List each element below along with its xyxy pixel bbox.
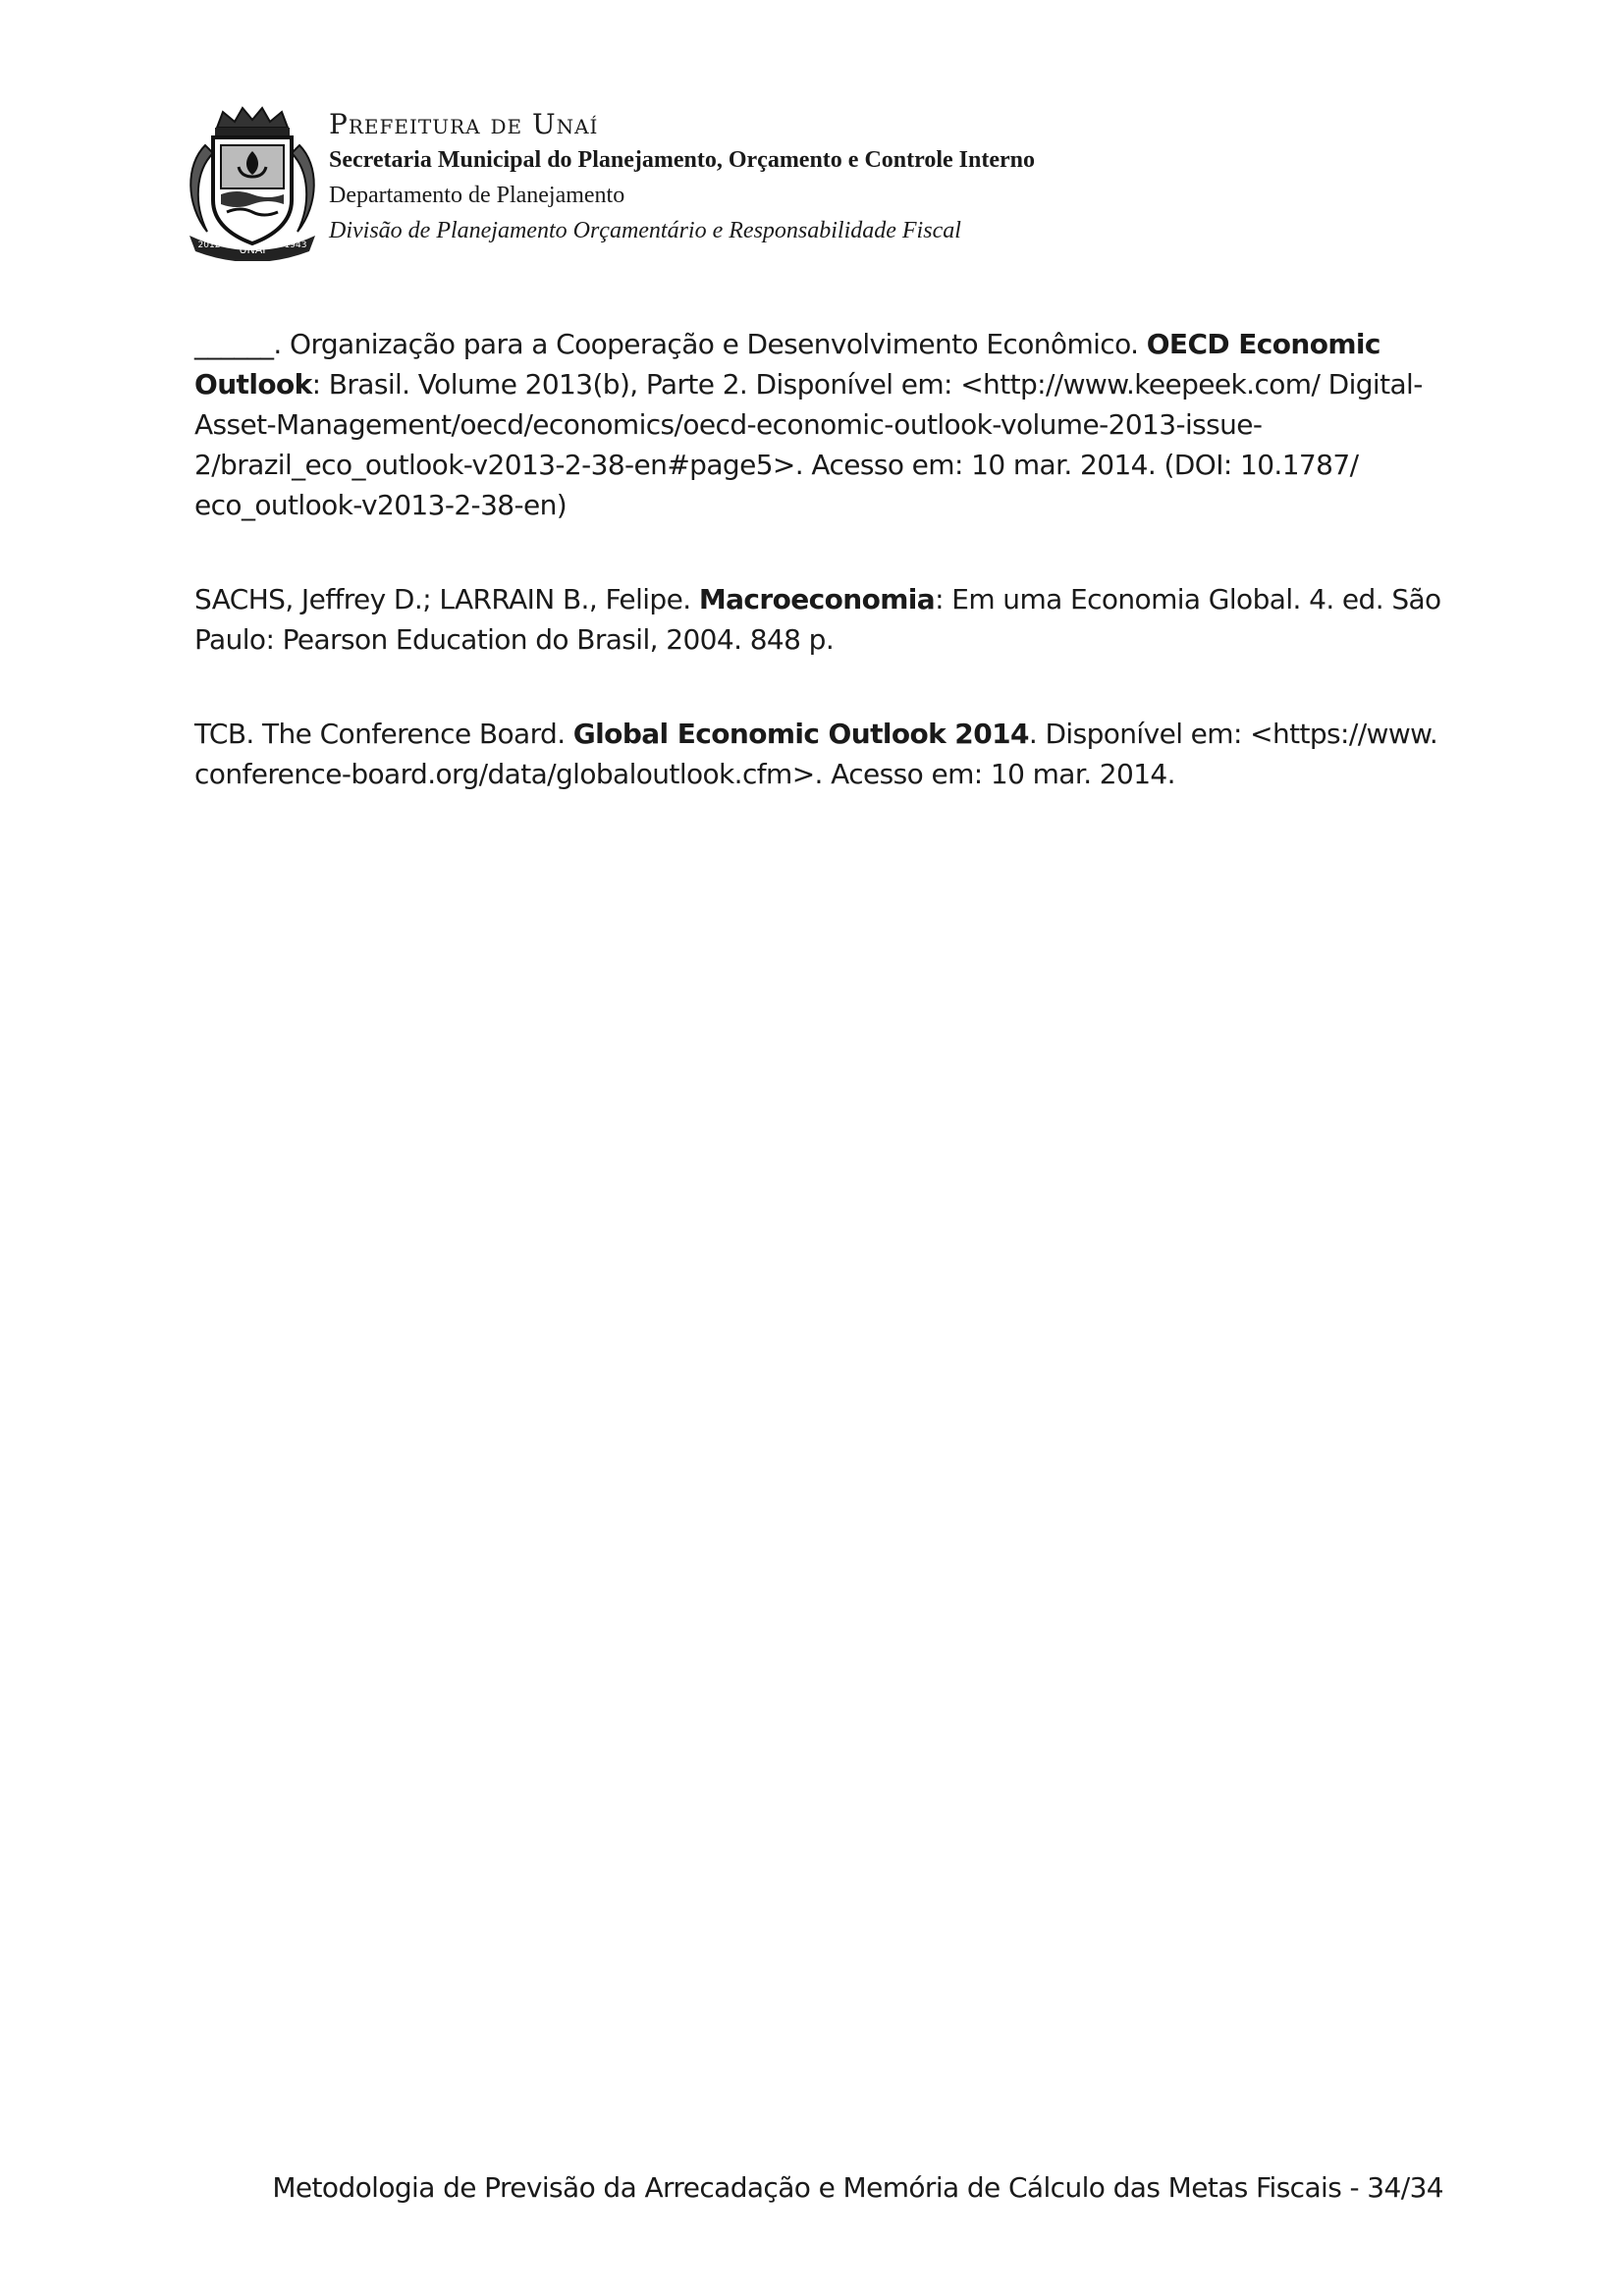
reference-text: TCB. The Conference Board.	[194, 718, 573, 750]
reference-text: ______. Organização para a Cooperação e Desenvolvimento Econômico.	[194, 328, 1147, 360]
reference-title: Global Economic Outlook 2014	[572, 718, 1029, 750]
department-name: Departamento de Planejamento	[329, 183, 625, 208]
crest-year-left: 2012	[197, 240, 221, 250]
reference-text: : Brasil. Volume 2013(b), Parte 2. Disponível em: <http://www.keepeek.com/ Digital-Asset-Management/oecd/economics/oecd-economic-outlook-volume-2013-issue-2/brazil_eco_outlook-v2013-2-38-en#page5>. Acesso em: 10 mar. 2014. (DOI: 10.1787/ eco_outlook-v2013-2-38-en)	[194, 368, 1423, 521]
reference-title: OECD Economic Outlook	[194, 328, 1380, 400]
crest-ribbon-text: UNAÍ	[239, 243, 266, 256]
reference-oecd	[194, 324, 1461, 525]
reference-text: . Disponível em: <https://www. conference-board.org/data/globaloutlook.cfm>. Acesso em: 10 mar. 2014.	[194, 718, 1438, 790]
division-name: Divisão de Planejamento Orçamentário e Responsabilidade Fiscal	[329, 218, 961, 243]
reference-text: SACHS, Jeffrey D.; LARRAIN B., Felipe.	[194, 583, 699, 615]
references-list	[194, 324, 1461, 848]
reference-title: Macroeconomia	[698, 583, 936, 615]
crest-year-right: 1943	[284, 240, 307, 250]
secretariat-name: Secretaria Municipal do Planejamento, Orçamento e Controle Interno	[329, 147, 1035, 173]
header-text-block	[329, 106, 1035, 248]
prefecture-title: Prefeitura de Unaí	[329, 108, 599, 140]
municipal-crest-icon	[180, 106, 325, 261]
reference-text: : Em uma Economia Global. 4. ed. São Paulo: Pearson Education do Brasil, 2004. 848 p.	[194, 583, 1441, 656]
page-footer: Metodologia de Previsão da Arrecadação e Memória de Cálculo das Metas Fiscais - 34/34	[272, 2171, 1443, 2204]
reference-tcb	[194, 714, 1461, 794]
page-header	[180, 106, 1358, 263]
reference-sachs	[194, 579, 1461, 660]
